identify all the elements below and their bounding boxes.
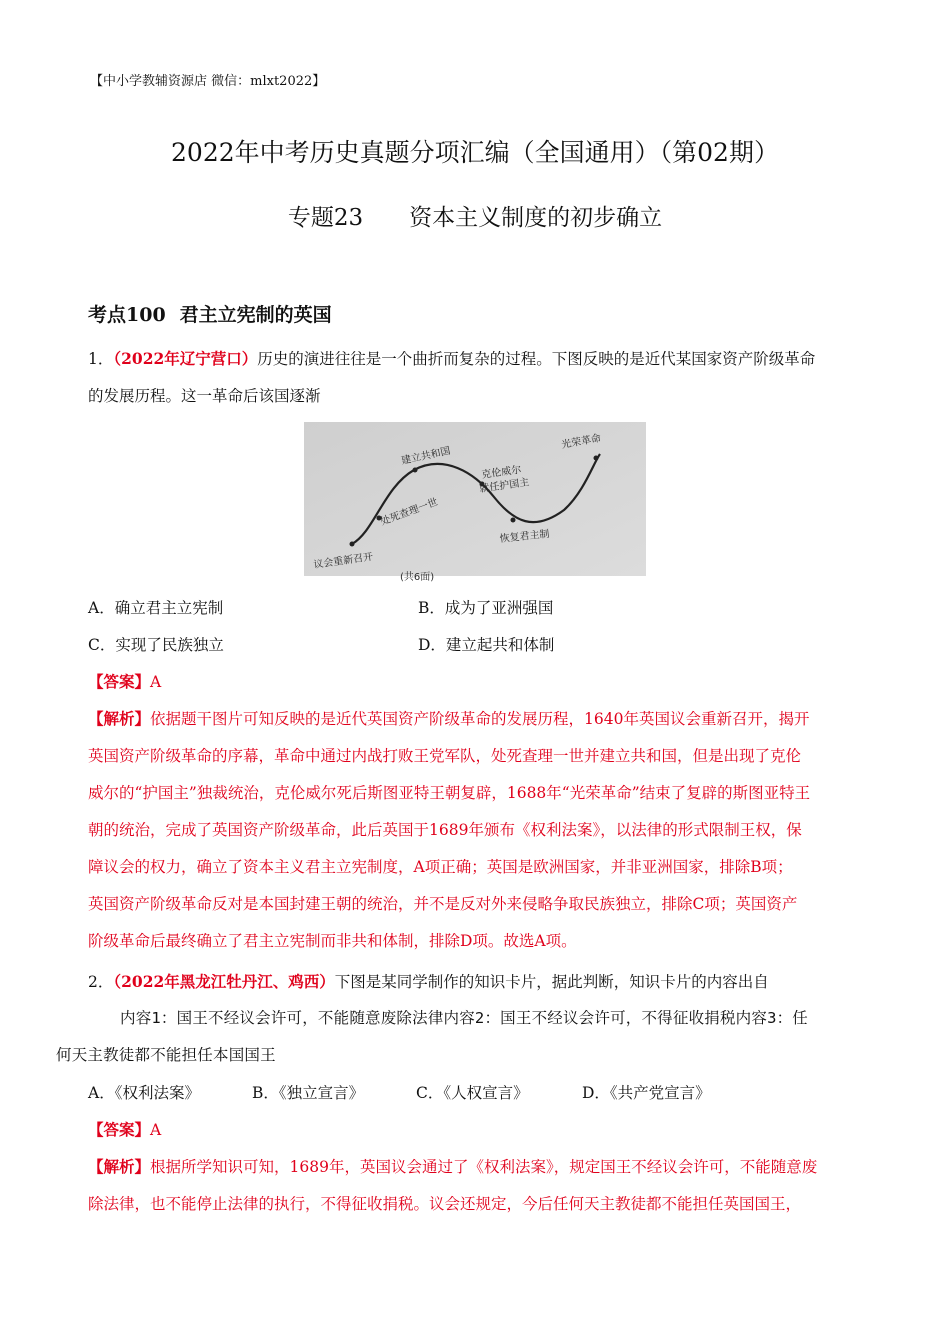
timeline-point bbox=[594, 456, 599, 461]
q2-option-c: C．《人权宣言》 bbox=[416, 1084, 529, 1102]
timeline-point bbox=[350, 542, 355, 547]
q2-option-d: D．《共产党宣言》 bbox=[582, 1084, 711, 1102]
label-cromwell-b: 就任护国主 bbox=[478, 477, 530, 495]
question-2-stem: 2．（2022年黑龙江牡丹江、鸡西）下图是某同学制作的知识卡片，据此判断，知识卡片的内容出自 bbox=[88, 972, 769, 991]
label-cromwell-a: 克伦威尔 bbox=[480, 464, 523, 481]
q2-answer: 【答案】A bbox=[88, 1120, 162, 1139]
label-republic: 建立共和国 bbox=[400, 445, 452, 467]
q1-option-a: A．确立君主立宪制 bbox=[88, 599, 224, 617]
q2-analysis: 【解析】根据所学知识可知，1689年，英国议会通过了《权利法案》，规定国王不经议会许可，不能随意废 除法律，也不能停止法律的执行，不得征收捐税。议会还规定，今后任何天主教徒都不能担任英国国王， bbox=[88, 1157, 818, 1213]
timeline-curve-image bbox=[304, 422, 646, 583]
section-number: 考点100 bbox=[88, 304, 166, 326]
q2-option-a: A．《权利法案》 bbox=[88, 1084, 200, 1102]
page-subtitle bbox=[0, 199, 950, 232]
q1-option-b: B．成为了亚洲强国 bbox=[418, 599, 554, 617]
knowledge-card: 内容1：国王不经议会许可，不能随意废除法律内容2：国王不经议会许可，不得征收捐税内容3：任 何天主教徒都不能担任本国国王 bbox=[56, 1009, 808, 1064]
question-1-stem: 1．（2022年辽宁营口）历史的演进往往是一个曲折而复杂的过程。下图反映的是近代某国家资产阶级革命 的发展历程。这一革命后该国逐渐 bbox=[88, 349, 816, 405]
topic-title: 资本主义制度的初步确立 bbox=[409, 205, 663, 231]
topic-number: 专题23 bbox=[287, 205, 364, 231]
analysis-label: 【解析】 bbox=[88, 709, 151, 728]
label-glorious: 光荣革命 bbox=[560, 433, 602, 451]
q1-option-d: D．建立起共和体制 bbox=[418, 636, 555, 654]
q1-option-c: C．实现了民族独立 bbox=[88, 636, 224, 654]
section-title: 君主立宪制的英国 bbox=[179, 304, 332, 326]
q1-analysis: 【解析】依据题干图片可知反映的是近代英国资产阶级革命的发展历程，1640年英国议会重新召开，揭开 英国资产阶级革命的序幕，革命中通过内战打败王党军队，处死查理一世并建立共和国，但是出现了克伦 威尔的“护国主”独裁统治，克伦威尔死后斯图亚特王朝复辟，1688年“光荣革命”结束了复辟的斯图亚特王 朝的统治，完成了英国资产阶级革命，此后英国于1689年颁布《权利法案》，以法律的形式限制王权，保 障议会的权力，确立了资本主义君主立宪制度，A项正确；英国是欧洲国家，并非亚洲国家，排除B项； 英国资产阶级革命反对是本国封建王朝的统治，并不是反对外来侵略争取民族独立，排除C项；英国资产 阶级革命后最终确立了君主立宪制而非共和体制，排除D项。故选A项。 bbox=[88, 709, 811, 950]
label-restoration: 恢复君主制 bbox=[499, 528, 551, 545]
label-parliament: 议会重新召开 bbox=[312, 551, 374, 571]
revolution-timeline-figure bbox=[304, 422, 646, 583]
question-number: 2． bbox=[88, 973, 114, 991]
label-execution: 处死查理一世 bbox=[379, 496, 440, 528]
label-caption-fragment: (共6面) bbox=[400, 572, 435, 583]
q1-answer: 【答案】A bbox=[88, 672, 162, 691]
question-number: 1． bbox=[88, 350, 114, 368]
q2-option-b: B．《独立宣言》 bbox=[252, 1084, 365, 1102]
page-title: 2022年中考历史真题分项汇编（全国通用）（第02期） bbox=[171, 138, 779, 167]
section-heading bbox=[88, 300, 332, 327]
analysis-label: 【解析】 bbox=[88, 1157, 151, 1176]
question-source: （2022年黑龙江牡丹江、鸡西） bbox=[113, 972, 335, 991]
header-watermark: 【中小学教辅资源店 微信：mlxt2022】 bbox=[90, 74, 326, 89]
timeline-point bbox=[413, 468, 418, 473]
timeline-point bbox=[511, 518, 516, 523]
question-source: （2022年辽宁营口） bbox=[113, 349, 258, 368]
